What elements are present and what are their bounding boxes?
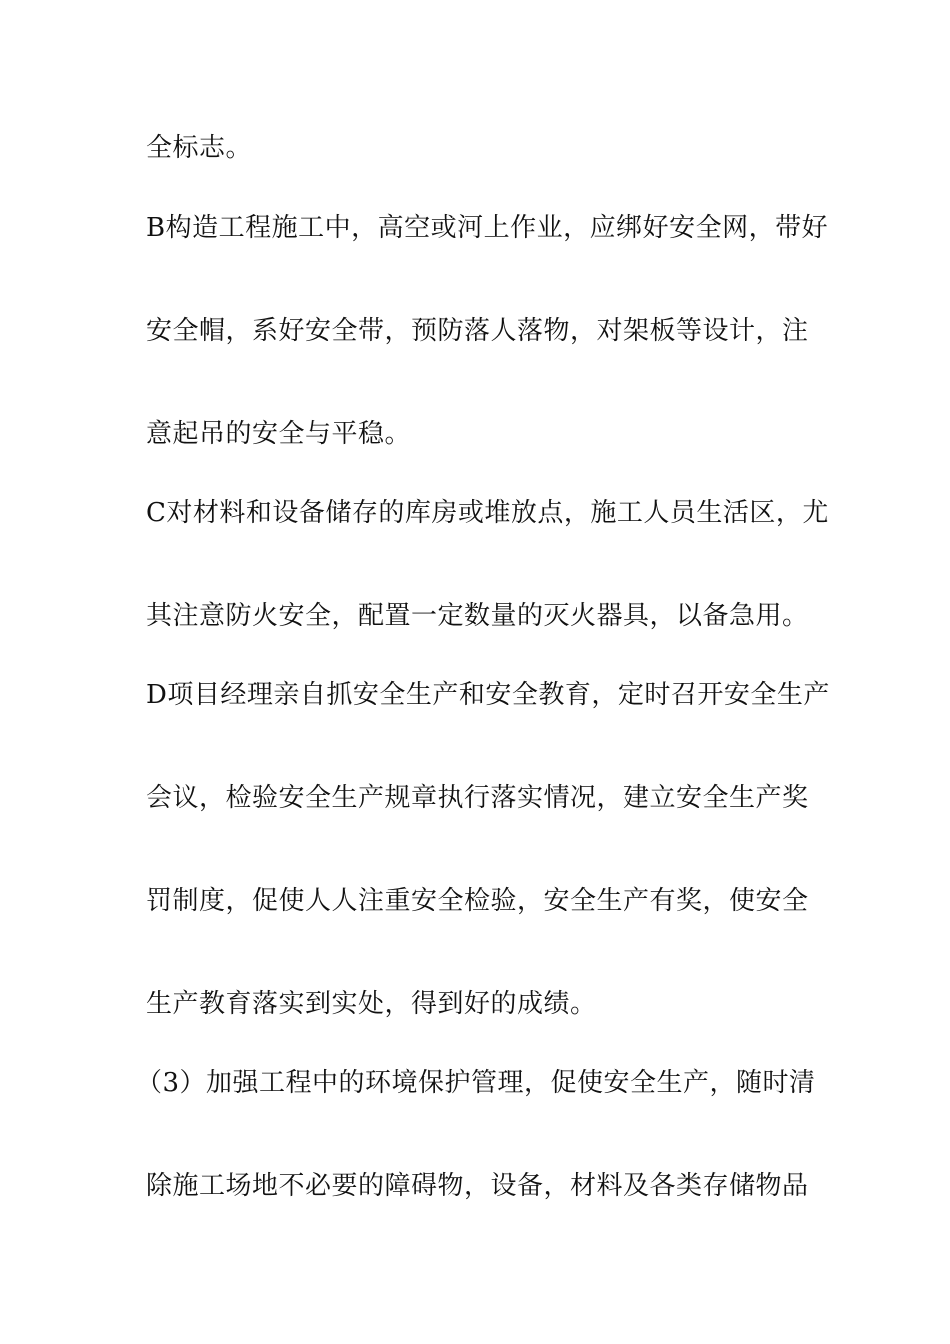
text-line: D项目经理亲自抓安全生产和安全教育，定时召开安全生产 [146,680,830,710]
text-line: 安全帽，系好安全带，预防落人落物，对架板等设计，注 [146,316,809,346]
text-line: （3）加强工程中的环境保护管理，促使安全生产，随时清 [136,1068,816,1098]
text-line: 会议，检验安全生产规章执行落实情况，建立安全生产奖 [146,783,809,813]
text-line: 全标志。 [146,133,253,163]
text-line: 罚制度，促使人人注重安全检验，安全生产有奖，使安全 [146,886,809,916]
text-line: 生产教育落实到实处，得到好的成绩。 [146,989,597,1019]
text-line: 除施工场地不必要的障碍物，设备，材料及各类存储物品 [146,1171,809,1201]
text-line: 其注意防火安全，配置一定数量的灭火器具，以备急用。 [146,601,809,631]
text-line: 意起吊的安全与平稳。 [146,419,412,449]
text-line: B构造工程施工中，高空或河上作业，应绑好安全网，带好 [146,213,829,243]
text-line: C对材料和设备储存的库房或堆放点，施工人员生活区，尤 [146,498,829,528]
